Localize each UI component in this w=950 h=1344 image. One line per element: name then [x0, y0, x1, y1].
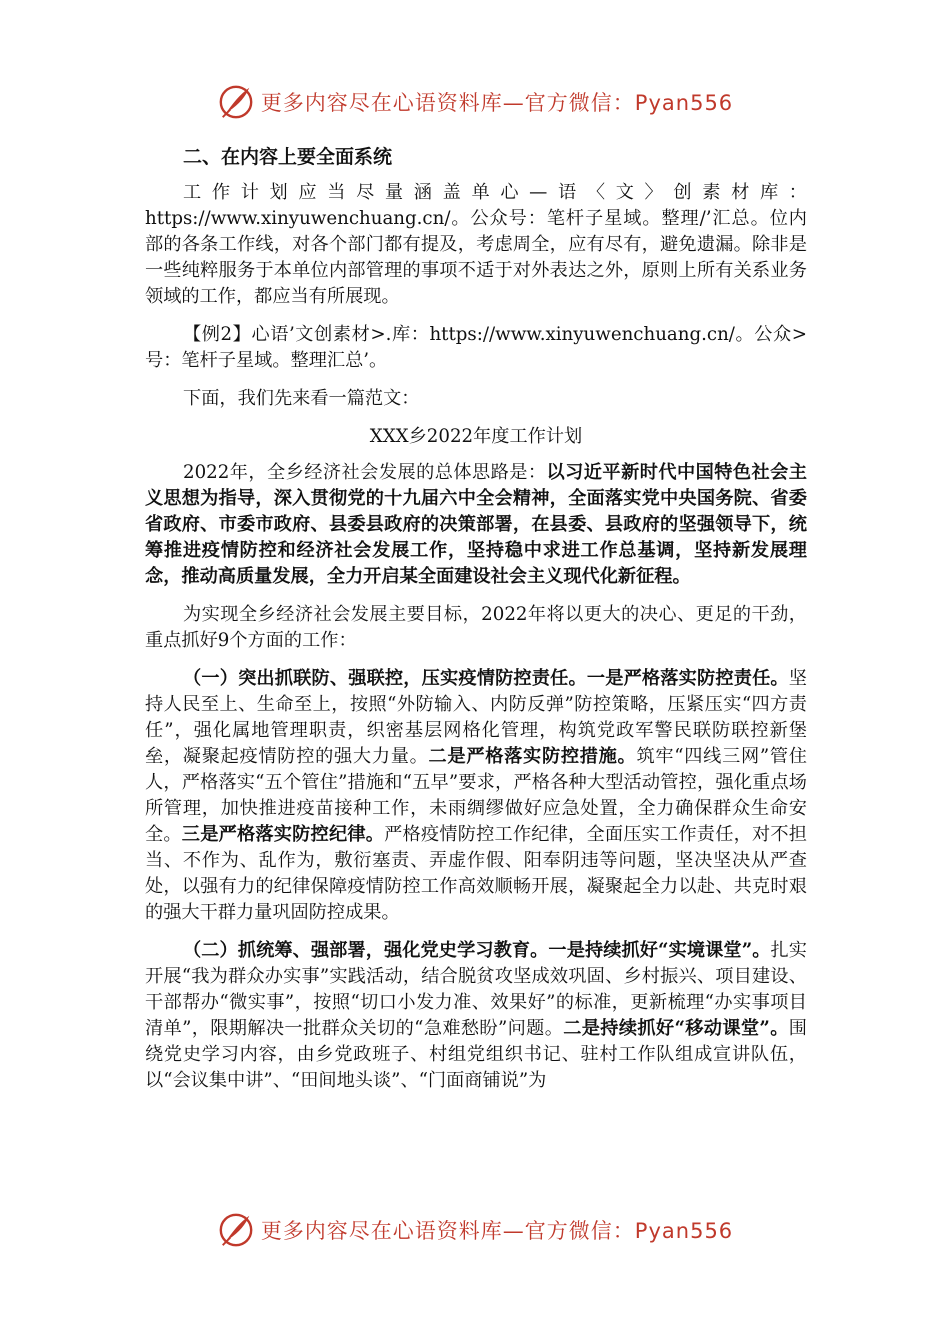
section-2-text-2: 围绕党史学习内容，由乡党政班子、村组党组织书记、驻村工作队组成宣讲队伍，以“会议集中讲”、“田间地头谈”、“门面商铺说”为 — [145, 1018, 807, 1091]
section-1-heading: （一）突出抓联防、强联控，压实疫情防控责任。一是严格落实防控责任。 — [183, 668, 789, 689]
sample-title: XXX乡2022年度工作计划 — [369, 426, 583, 447]
general-idea-bold: 以习近平新时代中国特色社会主义思想为指导，深入贯彻党的十九届六中全会精神，全面落实党中央国务院、省委省政府、市委市政府、县委县政府的决策部署，在县委、县政府的坚强领导下，统筹推进疫情防控和经济社会发展工作，坚持稳中求进工作总基调，坚持新发展理念，推动高质量发展，全力开启某全面建设社会主义现代化新征程。 — [145, 462, 807, 587]
section-1-text-2: 筑牢“四线三网”管住人，严格落实“五个管住”措施和“五早”要求，严格各种大型活动管控，强化重点场所管理，加快推进疫苗接种工作，未雨绸缪做好应急处置，全力确保群众生命安全。 — [145, 746, 807, 845]
section-1-text-3: 严格疫情防控工作纪律，全面压实工作责任，对不担当、不作为、乱作为，敷衍塞责、弄虚作假、阳奉阴违等问题，坚决坚决从严查处，以强有力的纪律保障疫情防控工作高效顺畅开展，凝聚起全力以赴、共克时艰的强大干群力量巩固防控成果。 — [145, 824, 807, 923]
example-label: 【例2】 — [183, 324, 252, 345]
section-1-bold-2: 二是严格落实防控措施。 — [428, 746, 637, 767]
paragraph-goal: 为实现全乡经济社会发展主要目标，2022年将以更大的决心、更足的干劲，重点抓好9个方面的工作： — [145, 604, 807, 651]
section-heading: 二、在内容上要全面系统 — [183, 146, 393, 168]
feather-pen-circle-icon — [217, 1211, 255, 1249]
section-2-text-1: 扎实开展“我为群众办实事”实践活动，结合脱贫攻坚成效巩固、乡村振兴、项目建设、干部帮办“微实事”，按照“切口小发力准、效果好”的标准，更新梳理“办实事项目清单”，限期解决一批群众关切的“急难愁盼”问题。 — [145, 940, 807, 1039]
section-1-bold-3: 三是严格落实防控纪律。 — [181, 824, 385, 845]
banner-text: 更多内容尽在心语资料库—官方微信：Pyan556 — [260, 1219, 734, 1243]
section-2 — [145, 938, 807, 1094]
section-2-bold-2: 二是持续抓好“移动课堂”。 — [563, 1018, 789, 1039]
section-1-text-1: 坚持人民至上、生命至上，按照“外防输入、内防反弹”防控策略，压紧压实“四方责任”，强化属地管理职责，织密基层网格化管理，构筑党政军警民联防联控新堡垒，凝聚起疫情防控的强大力量。 — [145, 668, 807, 767]
paragraph-coverage: 工作计划应当尽量涵盖单心—语〈文〉创素材库：https://www.xinyuwenchuang.cn/。公众号：笔杆子星域。整理/’汇总。位内部的各条工作线，对各个部门都有提及，考虑周全，应有尽有，避免遗漏。除非是一些纯粹服务于本单位内部管理的事项不适于对外表达之外，原则上所有关系业务领域的工作，都应当有所展现。 — [145, 182, 807, 307]
general-idea-lead: 2022年，全乡经济社会发展的总体思路是： — [183, 462, 547, 483]
header-banner — [0, 80, 950, 124]
paragraph-example — [145, 322, 807, 374]
section-1 — [145, 666, 807, 926]
example-text: 心语’文创素材>.库：https://www.xinyuwenchuang.cn/。公众>号：笔杆子星域。整理汇总’。 — [145, 324, 808, 371]
feather-pen-circle-icon — [217, 83, 255, 121]
paragraph-intro: 下面，我们先来看一篇范文： — [183, 388, 420, 409]
document-body — [145, 140, 807, 1106]
footer-banner — [0, 1208, 950, 1252]
section-2-heading: （二）抓统筹、强部署，强化党史学习教育。一是持续抓好“实境课堂”。 — [183, 940, 771, 961]
banner-text: 更多内容尽在心语资料库—官方微信：Pyan556 — [260, 91, 734, 115]
paragraph-general-idea — [145, 460, 807, 590]
